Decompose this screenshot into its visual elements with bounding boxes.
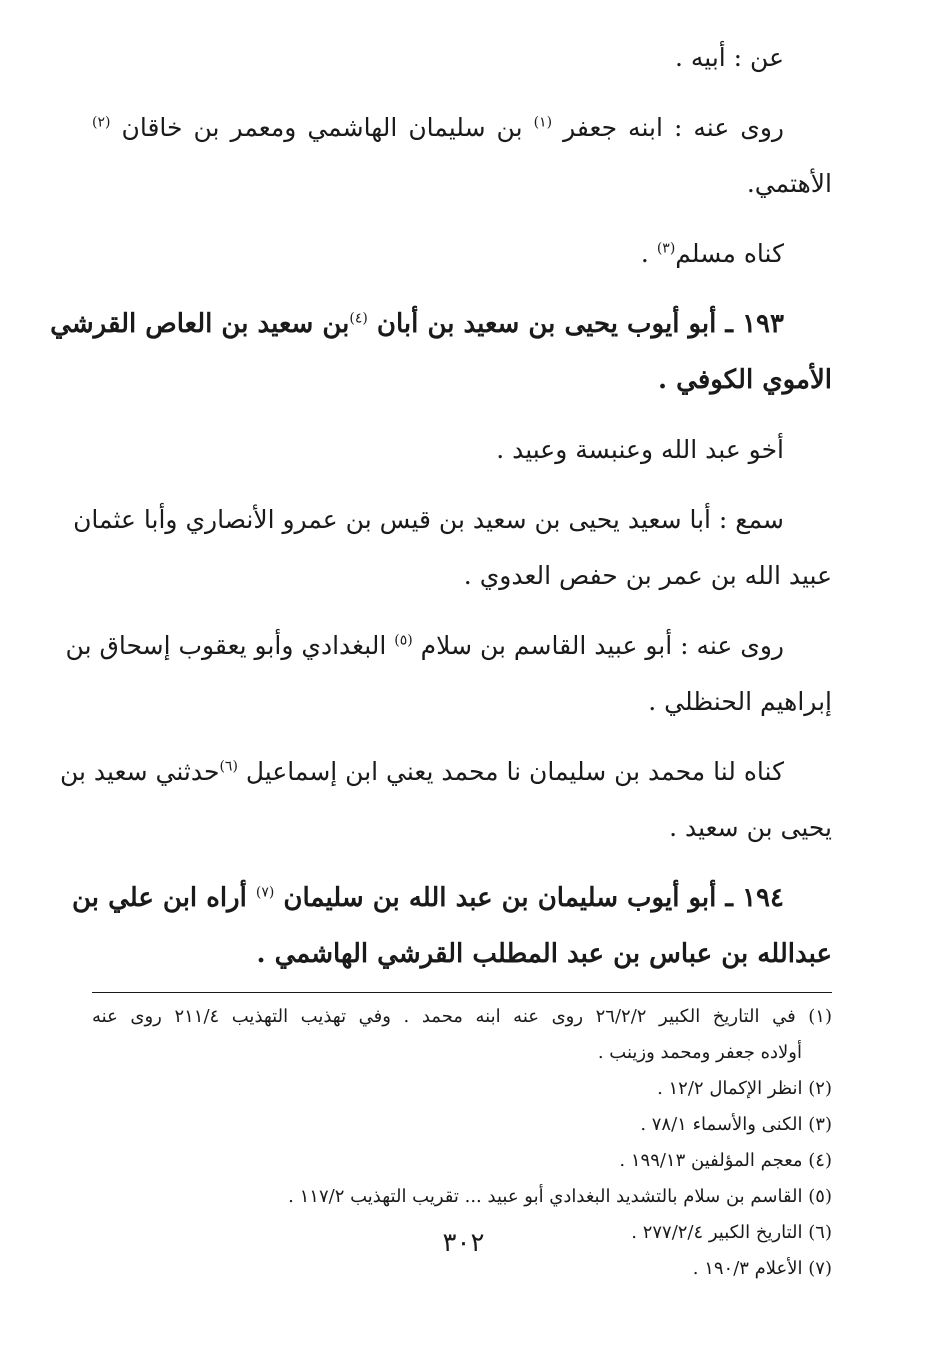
heading-text: أراه ابن علي بن: [71, 883, 256, 913]
line-text: سمع : أبا سعيد يحيى بن سعيد بن قيس بن عمرو الأنصاري وأبا عثمان: [73, 505, 784, 534]
text-line: [59, 744, 832, 800]
line-text: الأهتمي.: [746, 169, 832, 198]
page-number: ٣٠٢: [442, 1228, 485, 1258]
footnote-text: (٢) انظر الإكمال ١٢/٢ .: [657, 1078, 832, 1099]
line-text: عن : أبيه .: [674, 43, 784, 72]
text-line: [92, 548, 832, 604]
line-text: روى عنه : أبو عبيد القاسم بن سلام: [412, 631, 784, 660]
footnote-text: (٤) معجم المؤلفين ١٩٩/١٣ .: [619, 1150, 832, 1171]
line-text: كناه لنا محمد بن سليمان نا محمد يعني ابن إسماعيل: [237, 757, 784, 786]
footnote-text: أولاده جعفر ومحمد وزينب .: [597, 1042, 802, 1063]
footnote-ref[interactable]: (٧): [255, 884, 275, 901]
page-body: [50, 30, 832, 1287]
line-text: بن سليمان الهاشمي ومعمر بن خاقان: [110, 113, 534, 142]
line-text: إبراهيم الحنظلي .: [648, 687, 832, 716]
footnote-text: (٦) التاريخ الكبير ٢٧٧/٢/٤ .: [631, 1222, 832, 1243]
text-line: [92, 226, 832, 282]
line-text: يحيى بن سعيد .: [669, 813, 832, 842]
footnote-2: [92, 1071, 832, 1107]
footnote-1: [92, 999, 832, 1035]
footnote-ref[interactable]: (١): [533, 114, 553, 131]
entry-heading-193-cont: [92, 352, 832, 408]
line-text: أخو عبد الله وعنبسة وعبيد .: [496, 435, 784, 464]
line-text: كناه مسلم: [675, 239, 784, 268]
footnote-text: (٧) الأعلام ١٩٠/٣ .: [692, 1258, 832, 1279]
text-line: [73, 492, 832, 548]
entry-heading-193: [50, 296, 832, 352]
line-text: البغدادي وأبو يعقوب إسحاق بن: [65, 631, 395, 660]
footnote-text: (٥) القاسم بن سلام بالتشديد البغدادي أبو عبيد ... تقريب التهذيب ١١٧/٢ .: [288, 1186, 832, 1207]
line-text: عبيد الله بن عمر بن حفص العدوي .: [463, 561, 832, 590]
footnote-ref[interactable]: (٥): [394, 632, 413, 649]
footnote-ref[interactable]: (٢): [92, 114, 111, 131]
entry-heading-194-cont: [92, 926, 832, 982]
heading-text: ١٩٤ ـ أبو أيوب سليمان بن عبد الله بن سليمان: [274, 883, 784, 913]
text-line: [92, 674, 832, 730]
text-line: [92, 156, 832, 212]
line-text: روى عنه : ابنه جعفر: [552, 113, 785, 142]
footnote-text: (٣) الكنى والأسماء ٧٨/١ .: [640, 1114, 832, 1135]
footnote-5: [92, 1179, 832, 1215]
heading-text: الأموي الكوفي .: [658, 365, 832, 395]
entry-heading-194: [71, 870, 832, 926]
text-line: [65, 618, 832, 674]
footnote-divider: [92, 992, 832, 993]
text-line: [92, 100, 832, 156]
text-line: [92, 30, 832, 86]
footnote-4: [92, 1143, 832, 1179]
line-text: .: [640, 239, 657, 268]
text-line: [92, 422, 832, 478]
footnote-ref[interactable]: (٤): [349, 310, 368, 327]
heading-text: ١٩٣ ـ أبو أيوب يحيى بن سعيد بن أبان: [367, 309, 784, 339]
heading-text: بن سعيد بن العاص القرشي: [50, 309, 350, 339]
heading-text: عبدالله بن عباس بن عبد المطلب القرشي الهاشمي .: [256, 939, 832, 969]
footnote-1-cont: [92, 1035, 832, 1071]
footnote-text: (١) في التاريخ الكبير ٢٦/٢/٢ روى عنه ابنه محمد . وفي تهذيب التهذيب ٢١١/٤ روى عنه: [92, 1006, 832, 1027]
footnote-ref[interactable]: (٣): [656, 240, 676, 257]
text-line: [92, 800, 832, 856]
footnote-ref[interactable]: (٦): [219, 758, 238, 775]
footnote-3: [92, 1107, 832, 1143]
line-text: حدثني سعيد بن: [59, 757, 220, 786]
